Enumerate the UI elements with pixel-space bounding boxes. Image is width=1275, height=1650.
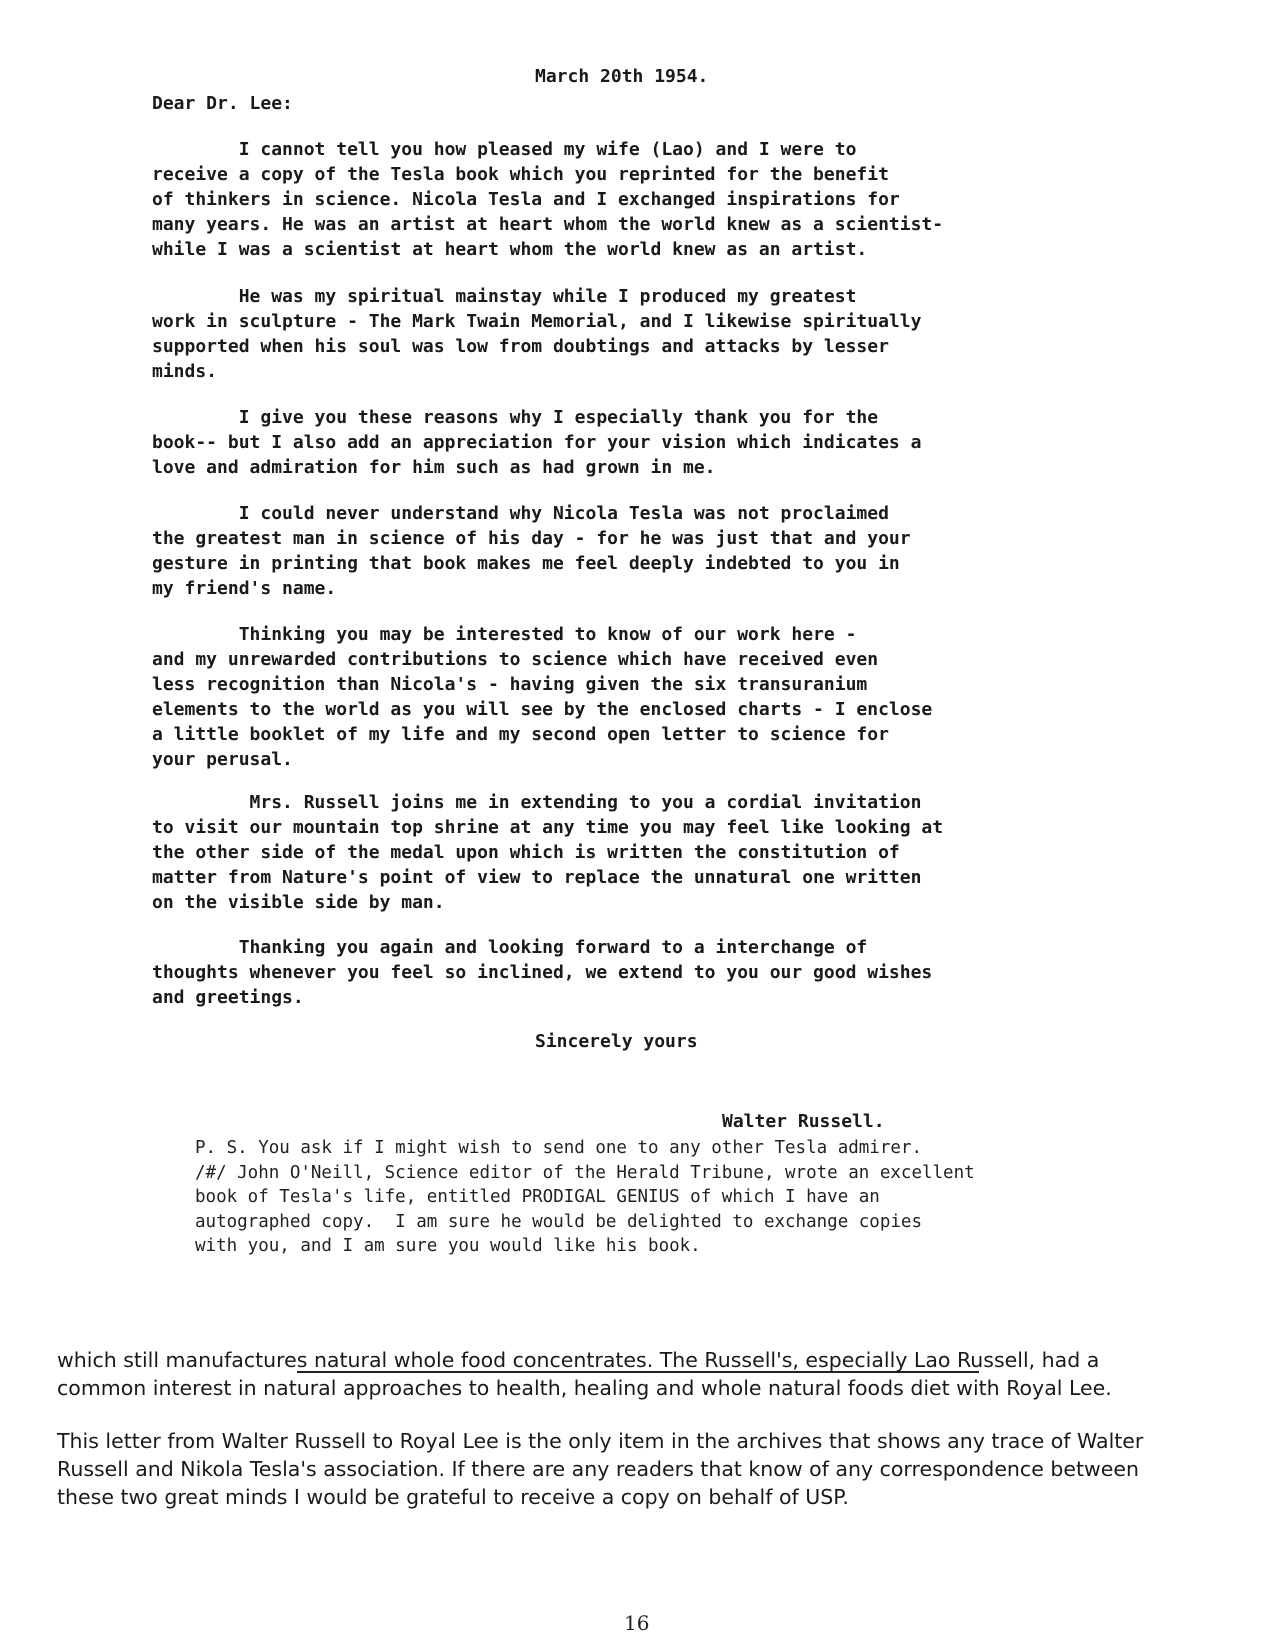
letter-paragraph-7: Thanking you again and looking forward to a interchange of thoughts whenever you feel so inclined, we extend to you our good wishes and greetings. [152, 937, 933, 1008]
letter-salutation: Dear Dr. Lee: [152, 93, 293, 114]
page-number: 16 [624, 1611, 650, 1635]
commentary-paragraph-2: This letter from Walter Russell to Royal Lee is the only item in the archives that shows any trace of Walter Russell and Nikola Tesla's association. If there are any readers that know of any correspondence between these two great minds I would be grateful to receive a copy on behalf of USP. [57, 1429, 1144, 1509]
letter-paragraph-4: I could never understand why Nicola Tesla was not proclaimed the greatest man in science of his day - for he was just that and your gesture in printing that book makes me feel deeply indebted to you in my friend's name. [152, 503, 911, 599]
letter-paragraph-3: I give you these reasons why I especially thank you for the book-- but I also add an appreciation for your vision which indicates a love and admiration for him such as had grown in me. [152, 407, 922, 478]
letter-paragraph-6: Mrs. Russell joins me in extending to you a cordial invitation to visit our mountain top shrine at any time you may feel like looking at the other side of the medal upon which is written the constitution of matter from Nature's point of view to replace the unnatural one written on the visible side by man. [152, 792, 944, 913]
letter-paragraph-2: He was my spiritual mainstay while I produced my greatest work in sculpture - The Mark Twain Memorial, and I likewise spiritually supported when his soul was low from doubtings and attacks by lesser minds. [152, 286, 922, 382]
letter-closing: Sincerely yours [535, 1031, 698, 1052]
commentary-paragraph-1: which still manufactures natural whole food concentrates. The Russell's, especially Lao Russell, had a common interest in natural approaches to health, healing and whole natural foods diet with Royal Lee. [57, 1348, 1112, 1400]
letter-signature: Walter Russell. [722, 1111, 885, 1132]
letter-date: March 20th 1954. [535, 66, 709, 87]
letter-paragraph-5: Thinking you may be interested to know of our work here - and my unrewarded contributions to science which have received even less recognition than Nicola's - having given the six transuranium elements to the world as you will see by the enclosed charts - I enclose a little booklet of my life and my second open letter to science for your perusal. [152, 624, 933, 770]
letter-postscript: P. S. You ask if I might wish to send one to any other Tesla admirer. /#/ John O'Neill, Science editor of the Herald Tribune, wrote an excellent book of Tesla's life, entitled PRODIGAL GENIUS of which I have an autographed copy. I am sure he would be delighted to exchange copies with you, and I am sure you would like his book. [195, 1138, 975, 1256]
letter-paragraph-1: I cannot tell you how pleased my wife (Lao) and I were to receive a copy of the Tesla book which you reprinted for the benefit of thinkers in science. Nicola Tesla and I exchanged inspirations for many years. He was an artist at heart whom the world knew as a scientist- while I was a scientist at heart whom the world knew as an artist. [152, 139, 944, 260]
